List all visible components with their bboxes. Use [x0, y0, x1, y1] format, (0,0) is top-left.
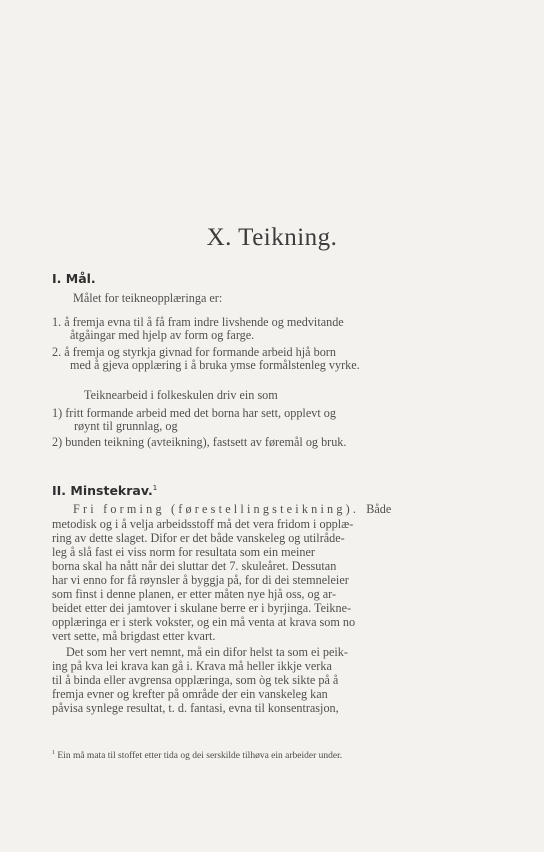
body-line-13: fremja evner og krefter på område der ein vanskeleg kan	[52, 687, 328, 701]
body-line-2: ring av dette slaget. Difor er det både vanskeleg og utilråde-	[52, 531, 345, 545]
body-line-12: til å binda eller avgrensa opplæringa, som òg tek sikte på å	[52, 673, 339, 687]
body-line-14: påvisa synlege resultat, t. d. fantasi, evna til konsentrasjon,	[52, 701, 339, 715]
body-line-8: opplæringa er i sterk vokster, og ein må venta at krava som no	[52, 615, 356, 629]
body-line-9: vert sette, må brigdast etter kvart.	[52, 629, 216, 643]
goal-item-1-line-2: åtgåingar med hjelp av form og farge.	[70, 328, 255, 342]
body-line-3: leg å slå fast ei viss norm for resultata som ein meiner	[52, 545, 315, 559]
body-line-6: som finst i denne planen, er etter måten nye hjå oss, og ar-	[52, 587, 337, 601]
activity-item-1-line-1: 1) fritt formande arbeid med det borna har sett, opplevt og	[52, 406, 336, 420]
intro-line: Målet for teikneopplæringa er:	[73, 291, 223, 305]
footnote-text: Ein må mata til stoffet etter tida og dei serskilde tilhøva ein arbeider under.	[57, 751, 343, 762]
body-line-1: metodisk og i å velja arbeidsstoff må det vera fridom i opplæ-	[52, 517, 354, 531]
goal-item-2-line-1: 2. å fremja og styrkja givnad for formande arbeid hjå born	[52, 345, 336, 359]
body-line-11: ing på kva lei krava kan gå i. Krava må heller ikkje verka	[52, 659, 332, 673]
body-line-10: Det som her vert nemnt, må ein difor helst ta som ei peik-	[66, 645, 348, 659]
activity-item-2-line-1: 2) bunden teikning (avteikning), fastsett av føremål og bruk.	[52, 435, 347, 449]
free-forming-line	[73, 503, 391, 516]
goal-item-1-line-1: 1. å fremja evna til å få fram indre livshende og medvitande	[52, 315, 344, 329]
section-heading-minimum-text: II. Minstekrav.	[52, 483, 153, 498]
body-line-7: beidet etter dei jamtover i skulane berre er i byrjinga. Teikne-	[52, 601, 352, 615]
body-line-4: borna skal ha nått når dei sluttar det 7. skuleåret. Dessutan	[52, 559, 337, 573]
goal-item-2-line-2: med å gjeva opplæring i å bruka ymse formålstenleg vyrke.	[70, 358, 360, 372]
free-forming-rest: Både	[366, 502, 392, 516]
section-heading-minimum	[52, 483, 157, 498]
chapter-title: X. Teikning.	[206, 224, 338, 251]
activity-item-1-line-2: røynt til grunnlag, og	[74, 419, 178, 433]
free-forming-term: Fri forming (førestellingsteikning).	[73, 502, 360, 516]
footnote-mark: 1	[52, 750, 55, 756]
footnote	[52, 750, 342, 761]
section-heading-goal: I. Mål.	[52, 271, 96, 286]
activity-intro: Teiknearbeid i folkeskulen driv ein som	[84, 388, 278, 402]
footnote-reference: 1	[152, 483, 158, 492]
body-line-5: har vi enno for få røynsler å byggja på, for di dei stemneleier	[52, 573, 349, 587]
